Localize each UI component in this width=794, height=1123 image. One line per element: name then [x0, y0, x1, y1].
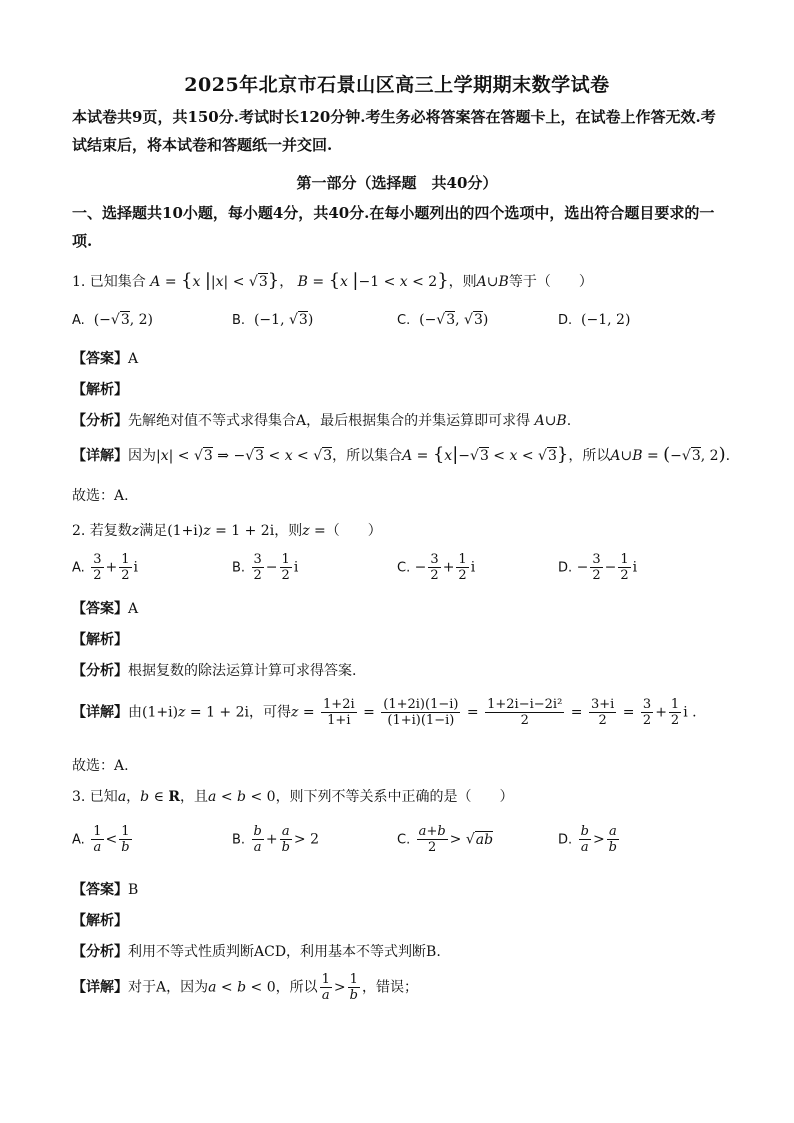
q3-detail: 【详解】对于A，因为a < b < 0，所以 $\frac{1}{a}$ > $\frac{1}{b}$ ，错误； [72, 972, 418, 1003]
q1-set-a: A = {x ||x| < √3} [150, 270, 280, 291]
part-heading: 第一部分（选择题 共40分） [296, 174, 498, 192]
q3-analysis-label: 【解析】 [72, 913, 128, 929]
q3-stem: 3. 已知a，b ∈ R，且a < b < 0，则下列不等关系中正确的是（ ） [72, 789, 514, 805]
q1-set-b: B = {x |−1 < x < 2} [297, 270, 449, 291]
page-title: 2025年北京市石景山区高三上学期期末数学试卷 [184, 74, 610, 96]
q1-stem-end: 等于（ ） [508, 274, 593, 290]
q1-answer: 【答案】A [72, 351, 139, 367]
exam-instructions: 本试卷共9页，共150分.考试时长120分钟.考生务必将答案答在答题卡上，在试卷上作答无效.考试结束后，将本试卷和答题纸一并交回. [72, 108, 716, 154]
q2-stem: 2. 若复数z满足(1+i)z = 1 + 2i，则z =（ ） [72, 523, 382, 539]
q3-option-b: B. $\frac{b}{a}$ + $\frac{a}{b}$ > 2 [232, 824, 319, 855]
q1-stem-prefix: 1. 已知集合 [72, 274, 146, 290]
q1-stem-mid: ， [279, 274, 294, 290]
q3-fenxi: 【分析】利用不等式性质判断ACD，利用基本不等式判断B. [72, 944, 441, 960]
q1-option-d: D. (−1, 2) [558, 312, 631, 328]
q3-option-a: A. $\frac{1}{a}$ < $\frac{1}{b}$ [72, 824, 130, 855]
q2-option-c: C. − $\frac{3}{2}$ + $\frac{1}{2}$ i [397, 552, 476, 583]
q1-choose: 故选：A. [72, 488, 129, 504]
q2-detail: 【详解】由(1+i)z = 1 + 2i，可得z = $\frac{1+2i}{1+i}$ = $\frac{(1+2i)(1-i)}{(1+i)(1-i)}$ = $\frac{\text{1+2i−i−2i²}}{2}$ = $\frac{3+i}{2}$ = $\frac{3}{2}$ + $\frac{1}{2}$ i . [72, 697, 697, 728]
q1-option-a: A. (−√3, 2) [72, 312, 154, 328]
q1-stem [72, 270, 593, 291]
q3-answer: 【答案】B [72, 882, 139, 898]
q2-fenxi: 【分析】根据复数的除法运算计算可求得答案. [72, 663, 357, 679]
q1-fenxi: 【分析】先解绝对值不等式求得集合A，最后根据集合的并集运算即可求得 A∪B. [72, 413, 572, 429]
q1-option-c: C. (−√3, √3) [397, 312, 489, 328]
q2-answer: 【答案】A [72, 601, 139, 617]
q2-choose: 故选：A. [72, 758, 129, 774]
section-instructions: 一、选择题共10小题，每小题4分，共40分.在每小题列出的四个选项中，选出符合题目要求的一项. [72, 204, 715, 250]
q3-option-c: C. $\frac{a+b}{2}$ > √ab [397, 824, 494, 855]
q1-detail: 【详解】因为|x| < √3 ⇒ −√3 < x < √3，所以集合A = {x|−√3 < x < √3}，所以A∪B = (−√3, 2). [72, 444, 731, 465]
q3-option-d: D. $\frac{b}{a}$ > $\frac{a}{b}$ [558, 824, 617, 855]
q2-option-b: B. $\frac{3}{2}$ − $\frac{1}{2}$ i [232, 552, 299, 583]
q2-option-d: D. − $\frac{3}{2}$ − $\frac{1}{2}$ i [558, 552, 638, 583]
q2-analysis-label: 【解析】 [72, 632, 128, 648]
q1-stem-suffix: ，则 [448, 274, 477, 290]
q1-analysis-label: 【解析】 [72, 382, 128, 398]
q1-option-b: B. (−1, √3) [232, 312, 314, 328]
q1-union: A∪B [476, 274, 509, 290]
q2-option-a: A. $\frac{3}{2}$ + $\frac{1}{2}$ i [72, 552, 139, 583]
